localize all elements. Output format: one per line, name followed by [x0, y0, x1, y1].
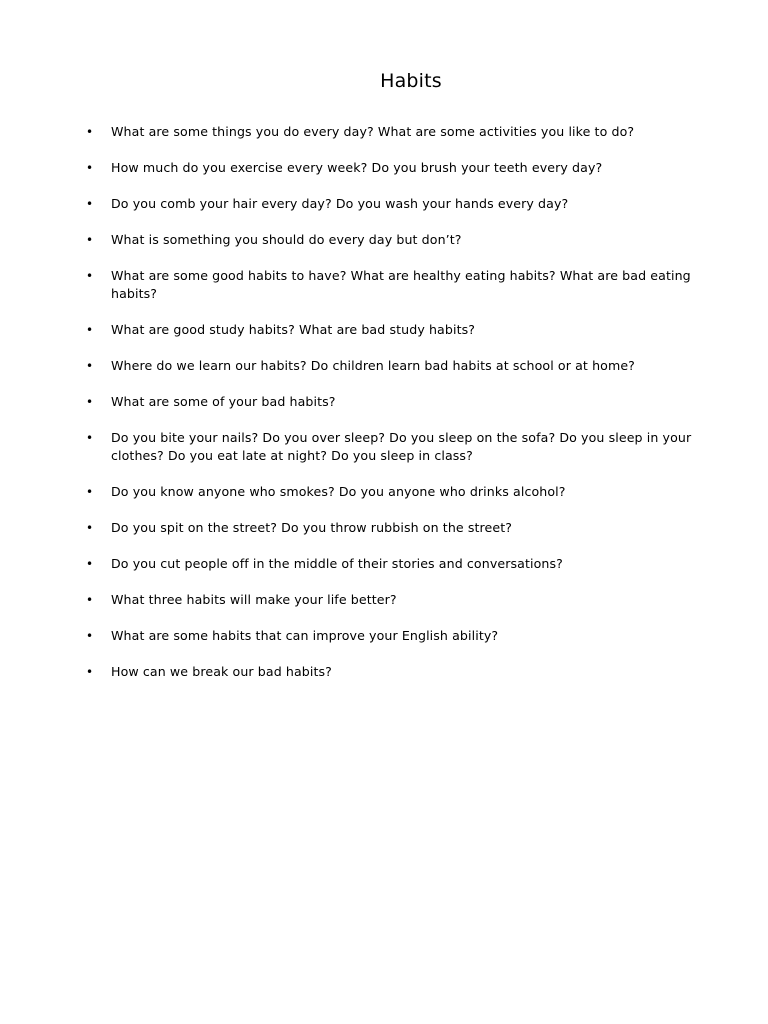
list-item — [0, 321, 768, 339]
question-text: How much do you exercise every week? Do you brush your teeth every day? — [111, 160, 603, 175]
bullet-icon: • — [86, 197, 94, 211]
question-text: What is something you should do every day but don’t? — [111, 232, 462, 247]
question-text: Do you bite your nails? Do you over sleep? Do you sleep on the sofa? Do you sleep in your clothes? Do you eat late at night? Do you sleep in class? — [111, 430, 692, 463]
bullet-icon: • — [86, 431, 94, 445]
list-item — [0, 483, 768, 501]
list-item — [0, 159, 768, 177]
question-text: What are some things you do every day? What are some activities you like to do? — [111, 124, 635, 139]
question-text: How can we break our bad habits? — [111, 664, 332, 679]
list-item — [0, 555, 768, 573]
question-text: Do you comb your hair every day? Do you wash your hands every day? — [111, 196, 569, 211]
list-item — [0, 519, 768, 537]
question-text: What are good study habits? What are bad study habits? — [111, 322, 476, 337]
bullet-icon: • — [86, 323, 94, 337]
question-text: Where do we learn our habits? Do children learn bad habits at school or at home? — [111, 358, 635, 373]
question-text: Do you spit on the street? Do you throw rubbish on the street? — [111, 520, 513, 535]
question-list — [0, 123, 768, 699]
question-text: What are some habits that can improve your English ability? — [111, 628, 499, 643]
bullet-icon: • — [86, 233, 94, 247]
list-item — [0, 429, 768, 465]
list-item — [0, 231, 768, 249]
bullet-icon: • — [86, 161, 94, 175]
bullet-icon: • — [86, 557, 94, 571]
bullet-icon: • — [86, 593, 94, 607]
bullet-icon: • — [86, 125, 94, 139]
list-item — [0, 267, 768, 303]
bullet-icon: • — [86, 395, 94, 409]
bullet-icon: • — [86, 359, 94, 373]
list-item — [0, 393, 768, 411]
bullet-icon: • — [86, 665, 94, 679]
question-text: Do you cut people off in the middle of their stories and conversations? — [111, 556, 563, 571]
question-text: Do you know anyone who smokes? Do you anyone who drinks alcohol? — [111, 484, 566, 499]
list-item — [0, 195, 768, 213]
list-item — [0, 627, 768, 645]
question-text: What are some good habits to have? What are healthy eating habits? What are bad eating habits? — [111, 268, 691, 301]
bullet-icon: • — [86, 521, 94, 535]
bullet-icon: • — [86, 629, 94, 643]
question-text: What are some of your bad habits? — [111, 394, 336, 409]
question-text: What three habits will make your life better? — [111, 592, 397, 607]
list-item — [0, 663, 768, 681]
list-item — [0, 591, 768, 609]
list-item — [0, 123, 768, 141]
page-title: Habits — [380, 70, 442, 92]
list-item — [0, 357, 768, 375]
bullet-icon: • — [86, 269, 94, 283]
bullet-icon: • — [86, 485, 94, 499]
